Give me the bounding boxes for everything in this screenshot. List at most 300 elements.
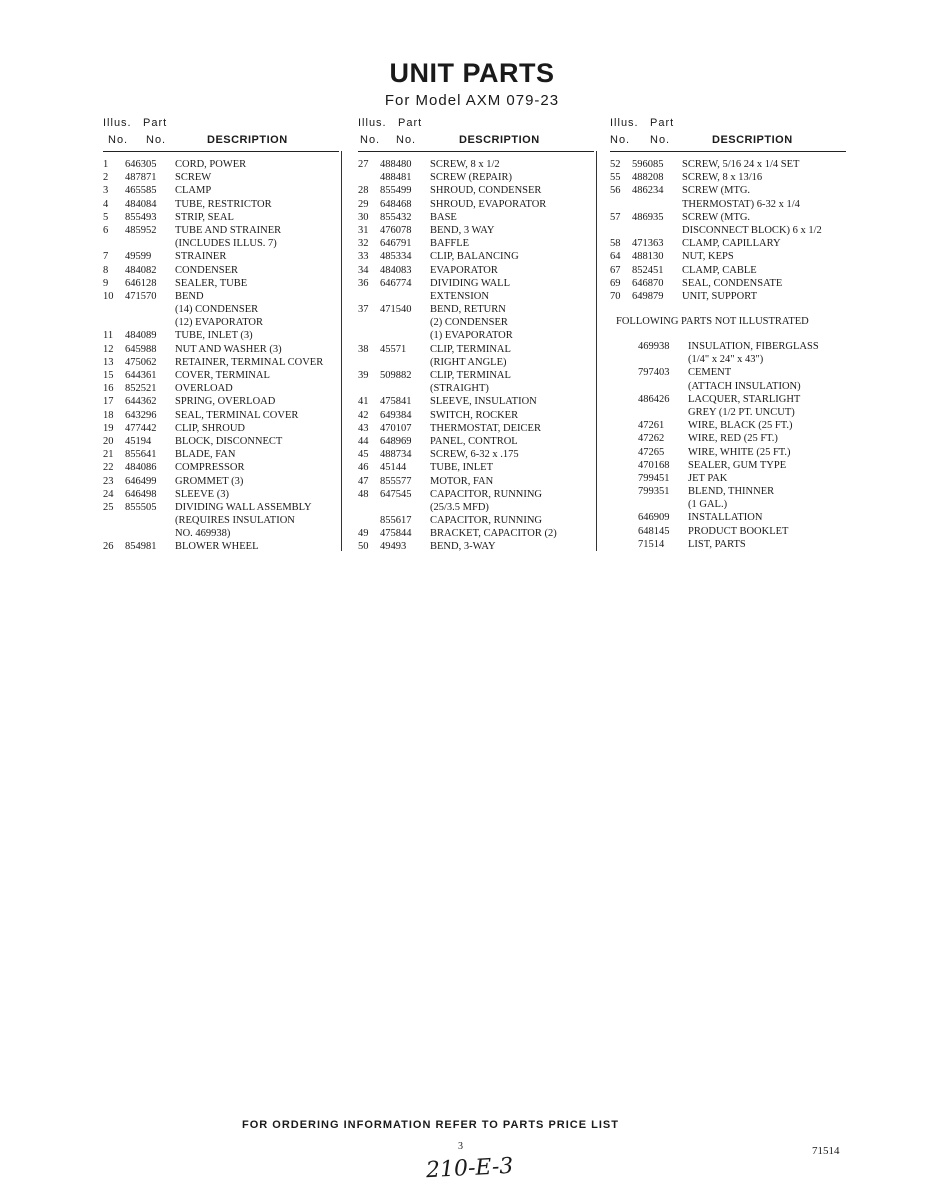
- header-illus: Illus.: [358, 117, 387, 129]
- part-description: CLIP, SHROUD: [175, 422, 246, 434]
- part-number: 648145: [638, 525, 670, 537]
- parts-row: [103, 303, 339, 316]
- header-no: No.: [650, 134, 671, 146]
- parts-row: [358, 237, 594, 250]
- part-number: 465585: [125, 185, 157, 197]
- part-description: CLAMP: [175, 185, 212, 197]
- part-description: TUBE, INLET: [430, 462, 493, 474]
- illus-number: 33: [358, 251, 369, 263]
- illus-number: 3: [103, 185, 109, 197]
- column-divider: [596, 151, 597, 551]
- column-header: [358, 117, 594, 152]
- parts-row: [358, 488, 594, 501]
- illus-number: 47: [358, 475, 369, 487]
- not-illustrated-row: [616, 353, 848, 366]
- illus-number: 70: [610, 290, 621, 302]
- parts-row: [358, 198, 594, 211]
- header-no: No.: [108, 134, 129, 146]
- parts-row: [103, 171, 339, 184]
- part-number: 647545: [380, 488, 412, 500]
- part-description: COVER, TERMINAL: [175, 370, 270, 381]
- part-number: 475841: [380, 396, 412, 408]
- part-number: 485952: [125, 224, 157, 236]
- illus-number: 67: [610, 264, 621, 276]
- part-description: SCREW, 8 x 13/16: [682, 172, 763, 184]
- part-number: 644361: [125, 370, 157, 381]
- part-description: PANEL, CONTROL: [430, 435, 518, 447]
- parts-list: [358, 152, 594, 554]
- part-number: 509882: [380, 370, 412, 381]
- parts-row: [610, 277, 846, 290]
- part-description: (RIGHT ANGLE): [430, 356, 507, 368]
- part-description: BLEND, THINNER: [688, 486, 775, 498]
- parts-row: [103, 264, 339, 277]
- column-header: [610, 117, 846, 152]
- handwritten-note: 210-E-3: [425, 1153, 514, 1184]
- header-illus: Illus.: [103, 117, 132, 129]
- parts-row: [103, 250, 339, 263]
- illus-number: 58: [610, 238, 621, 250]
- not-illustrated-row: [616, 485, 848, 498]
- illus-number: 50: [358, 541, 369, 553]
- part-number: 649384: [380, 409, 412, 421]
- part-description: SCREW (MTG.: [682, 211, 751, 223]
- page-number: 3: [458, 1141, 463, 1152]
- parts-row: [610, 264, 846, 277]
- part-number: 852521: [125, 383, 157, 395]
- header-description: DESCRIPTION: [207, 134, 288, 146]
- part-number: 484083: [380, 264, 412, 276]
- parts-row: [358, 409, 594, 422]
- illus-number: 34: [358, 264, 369, 276]
- part-number: 488481: [380, 172, 412, 184]
- illus-number: 10: [103, 290, 114, 302]
- part-number: 470168: [638, 459, 670, 471]
- parts-row: [358, 435, 594, 448]
- page-title: UNIT PARTS: [389, 58, 555, 88]
- model-subtitle: For Model AXM 079-23: [384, 92, 560, 109]
- header-part: Part: [650, 117, 675, 129]
- part-number: 485334: [380, 251, 412, 263]
- part-description: WIRE, BLACK (25 FT.): [688, 420, 793, 432]
- parts-row: [610, 290, 846, 303]
- part-number: 469938: [638, 341, 670, 352]
- parts-row: [103, 422, 339, 435]
- parts-row: [610, 158, 846, 171]
- part-description: BEND, 3 WAY: [430, 224, 495, 236]
- parts-list: [103, 152, 339, 554]
- parts-row: [610, 250, 846, 263]
- part-description: DIVIDING WALL ASSEMBLY: [175, 501, 312, 513]
- column-divider: [341, 151, 342, 551]
- parts-row: [358, 224, 594, 237]
- header-no: No.: [610, 134, 631, 146]
- parts-row: [358, 343, 594, 356]
- illus-number: 52: [610, 159, 621, 170]
- part-description: INSULATION, FIBERGLASS: [688, 341, 819, 352]
- illus-number: 55: [610, 172, 621, 184]
- part-number: 471363: [632, 238, 664, 250]
- header-part: Part: [398, 117, 423, 129]
- part-description: (1 GAL.): [688, 499, 728, 511]
- part-number: 486935: [632, 211, 664, 223]
- illus-number: 43: [358, 422, 369, 434]
- illus-number: 1: [103, 159, 109, 170]
- part-number: 487871: [125, 172, 157, 184]
- not-illustrated-row: [616, 538, 848, 551]
- part-description: (1) EVAPORATOR: [430, 330, 513, 342]
- part-number: 476078: [380, 224, 412, 236]
- part-description: COMPRESSOR: [175, 462, 245, 474]
- parts-row: [358, 514, 594, 527]
- part-number: 484082: [125, 264, 157, 276]
- parts-row: [103, 316, 339, 329]
- illus-number: 31: [358, 224, 369, 236]
- part-description: (INCLUDES ILLUS. 7): [175, 238, 277, 250]
- part-number: 855499: [380, 185, 412, 197]
- part-number: 471570: [125, 290, 157, 302]
- parts-row: [358, 329, 594, 342]
- part-description: GREY (1/2 PT. UNCUT): [688, 406, 795, 418]
- part-number: 648468: [380, 198, 412, 210]
- illus-number: 5: [103, 211, 109, 223]
- part-description: BRACKET, CAPACITOR (2): [430, 528, 557, 540]
- part-description: TUBE, RESTRICTOR: [175, 198, 272, 210]
- part-number: 645988: [125, 343, 157, 355]
- header-no: No.: [146, 134, 167, 146]
- illus-number: 49: [358, 528, 369, 540]
- header-no: No.: [396, 134, 417, 146]
- illus-number: 11: [103, 330, 114, 342]
- part-description: SCREW, 5/16 24 x 1/4 SET: [682, 159, 800, 170]
- part-number: 854981: [125, 541, 157, 553]
- parts-row: [610, 211, 846, 224]
- parts-row: [103, 343, 339, 356]
- illus-number: 44: [358, 435, 369, 447]
- illus-number: 39: [358, 370, 369, 381]
- part-description: SLEEVE (3): [175, 488, 229, 500]
- part-description: CLAMP, CABLE: [682, 264, 757, 276]
- part-description: SEALER, TUBE: [175, 277, 248, 289]
- illus-number: 22: [103, 462, 114, 474]
- part-number: 855505: [125, 501, 157, 513]
- part-number: 643296: [125, 409, 157, 421]
- not-illustrated-row: [616, 498, 848, 511]
- part-description: NO. 469938): [175, 528, 231, 540]
- part-description: WIRE, RED (25 FT.): [688, 433, 778, 445]
- parts-row: [103, 369, 339, 382]
- part-number: 477442: [125, 422, 157, 434]
- parts-row: [103, 237, 339, 250]
- part-number: 486234: [632, 185, 664, 197]
- part-number: 484086: [125, 462, 157, 474]
- part-description: SCREW (REPAIR): [430, 172, 512, 184]
- not-illustrated-list: [616, 340, 848, 551]
- part-description: CAPACITOR, RUNNING: [430, 488, 543, 500]
- part-number: 49493: [380, 541, 407, 553]
- part-number: 45571: [380, 343, 407, 355]
- illus-number: 18: [103, 409, 114, 421]
- parts-row: [610, 224, 846, 237]
- parts-row: [103, 382, 339, 395]
- parts-row: [358, 171, 594, 184]
- part-description: SCREW (MTG.: [682, 185, 751, 197]
- illus-number: 17: [103, 396, 114, 408]
- part-description: BEND: [175, 290, 204, 302]
- part-number: 475062: [125, 356, 157, 368]
- ordering-footer: FOR ORDERING INFORMATION REFER TO PARTS PRICE LIST: [242, 1119, 619, 1131]
- part-number: 47262: [638, 433, 665, 445]
- part-number: 646774: [380, 277, 412, 289]
- part-description: CLIP, BALANCING: [430, 251, 519, 263]
- part-number: 488480: [380, 159, 412, 170]
- parts-row: [103, 395, 339, 408]
- part-number: 488208: [632, 172, 664, 184]
- not-illustrated-row: [616, 459, 848, 472]
- part-description: PRODUCT BOOKLET: [688, 525, 789, 537]
- not-illustrated-row: [616, 446, 848, 459]
- part-description: BLOCK, DISCONNECT: [175, 435, 283, 447]
- illus-number: 24: [103, 488, 114, 500]
- document-number: 71514: [812, 1145, 840, 1157]
- part-description: SPRING, OVERLOAD: [175, 396, 276, 408]
- illus-number: 25: [103, 501, 114, 513]
- illus-number: 42: [358, 409, 369, 421]
- illus-number: 16: [103, 383, 114, 395]
- not-illustrated-row: [616, 472, 848, 485]
- header-no: No.: [360, 134, 381, 146]
- part-description: BLOWER WHEEL: [175, 541, 259, 553]
- parts-row: [358, 527, 594, 540]
- part-description: EVAPORATOR: [430, 264, 498, 276]
- part-description: (REQUIRES INSULATION: [175, 515, 295, 527]
- illus-number: 36: [358, 277, 369, 289]
- part-number: 47265: [638, 446, 665, 458]
- parts-row: [358, 264, 594, 277]
- illus-number: 23: [103, 475, 114, 487]
- parts-row: [358, 540, 594, 553]
- parts-row: [358, 382, 594, 395]
- not-illustrated-heading: FOLLOWING PARTS NOT ILLUSTRATED: [616, 316, 809, 327]
- part-description: OVERLOAD: [175, 383, 233, 395]
- part-description: CONDENSER: [175, 264, 239, 276]
- parts-row: [610, 198, 846, 211]
- illus-number: 69: [610, 277, 621, 289]
- part-description: THERMOSTAT) 6-32 x 1/4: [682, 198, 800, 210]
- part-description: (2) CONDENSER: [430, 317, 508, 329]
- part-description: SEALER, GUM TYPE: [688, 459, 787, 471]
- parts-row: [358, 461, 594, 474]
- parts-row: [103, 488, 339, 501]
- part-description: GROMMET (3): [175, 475, 244, 487]
- part-description: BAFFLE: [430, 238, 470, 250]
- part-description: TUBE, INLET (3): [175, 330, 253, 342]
- illus-number: 9: [103, 277, 109, 289]
- part-description: CORD, POWER: [175, 159, 247, 170]
- parts-column-1: [103, 117, 339, 554]
- part-number: 799351: [638, 486, 670, 498]
- part-number: 484089: [125, 330, 157, 342]
- parts-row: [103, 224, 339, 237]
- parts-row: [103, 540, 339, 553]
- part-description: CLAMP, CAPILLARY: [682, 238, 781, 250]
- part-description: RETAINER, TERMINAL COVER: [175, 356, 324, 368]
- illus-number: 2: [103, 172, 109, 184]
- illus-number: 28: [358, 185, 369, 197]
- part-description: CEMENT: [688, 367, 732, 379]
- part-description: NUT, KEPS: [682, 251, 734, 263]
- parts-row: [610, 237, 846, 250]
- part-number: 47261: [638, 420, 665, 432]
- part-number: 648969: [380, 435, 412, 447]
- part-number: 470107: [380, 422, 412, 434]
- parts-row: [358, 211, 594, 224]
- illus-number: 27: [358, 159, 369, 170]
- part-description: STRAINER: [175, 251, 227, 263]
- part-description: INSTALLATION: [688, 512, 763, 524]
- parts-row: [103, 514, 339, 527]
- part-number: 475844: [380, 528, 412, 540]
- part-description: BLADE, FAN: [175, 449, 236, 461]
- part-description: SHROUD, CONDENSER: [430, 185, 542, 197]
- part-number: 71514: [638, 538, 665, 550]
- parts-row: [358, 448, 594, 461]
- part-description: UNIT, SUPPORT: [682, 290, 758, 302]
- parts-column-3: [610, 117, 846, 303]
- not-illustrated-row: [616, 380, 848, 393]
- parts-row: [610, 171, 846, 184]
- illus-number: 20: [103, 435, 114, 447]
- part-number: 45194: [125, 435, 152, 447]
- part-number: 852451: [632, 264, 664, 276]
- illus-number: 15: [103, 370, 114, 381]
- not-illustrated-row: [616, 340, 848, 353]
- parts-row: [358, 290, 594, 303]
- parts-list: [610, 152, 846, 303]
- not-illustrated-row: [616, 432, 848, 445]
- part-description: MOTOR, FAN: [430, 475, 494, 487]
- parts-row: [358, 316, 594, 329]
- part-description: SLEEVE, INSULATION: [430, 396, 537, 408]
- parts-row: [103, 211, 339, 224]
- part-description: (12) EVAPORATOR: [175, 317, 263, 329]
- part-number: 488734: [380, 449, 412, 461]
- parts-row: [103, 356, 339, 369]
- illus-number: 56: [610, 185, 621, 197]
- part-number: 488130: [632, 251, 664, 263]
- part-description: SEAL, CONDENSATE: [682, 277, 783, 289]
- part-description: CLIP, TERMINAL: [430, 370, 511, 381]
- part-number: 855432: [380, 211, 412, 223]
- not-illustrated-row: [616, 419, 848, 432]
- part-number: 484084: [125, 198, 157, 210]
- illus-number: 21: [103, 449, 114, 461]
- part-description: SCREW, 6-32 x .175: [430, 449, 519, 461]
- part-number: 855617: [380, 515, 412, 527]
- parts-row: [358, 303, 594, 316]
- parts-row: [103, 461, 339, 474]
- illus-number: 4: [103, 198, 109, 210]
- part-number: 855641: [125, 449, 157, 461]
- part-description: (ATTACH INSULATION): [688, 380, 801, 392]
- parts-row: [103, 158, 339, 171]
- part-number: 855577: [380, 475, 412, 487]
- part-number: 797403: [638, 367, 670, 379]
- part-description: SHROUD, EVAPORATOR: [430, 198, 547, 210]
- illus-number: 26: [103, 541, 114, 553]
- part-description: JET PAK: [688, 472, 728, 484]
- part-description: TUBE AND STRAINER: [175, 224, 282, 236]
- part-description: STRIP, SEAL: [175, 211, 234, 223]
- part-description: SEAL, TERMINAL COVER: [175, 409, 299, 421]
- parts-row: [103, 277, 339, 290]
- part-description: CAPACITOR, RUNNING: [430, 515, 543, 527]
- part-description: SCREW, 8 x 1/2: [430, 159, 500, 170]
- column-header: [103, 117, 339, 152]
- part-description: (STRAIGHT): [430, 383, 489, 395]
- parts-row: [358, 250, 594, 263]
- part-description: DIVIDING WALL: [430, 277, 510, 289]
- part-description: SCREW: [175, 172, 212, 184]
- parts-row: [358, 395, 594, 408]
- part-description: (14) CONDENSER: [175, 304, 259, 316]
- illus-number: 19: [103, 422, 114, 434]
- part-description: DISCONNECT BLOCK) 6 x 1/2: [682, 224, 822, 236]
- parts-row: [103, 290, 339, 303]
- part-description: NUT AND WASHER (3): [175, 343, 282, 355]
- illus-number: 45: [358, 449, 369, 461]
- part-number: 646870: [632, 277, 664, 289]
- parts-row: [358, 501, 594, 514]
- part-number: 649879: [632, 290, 664, 302]
- not-illustrated-row: [616, 406, 848, 419]
- part-number: 486426: [638, 393, 670, 405]
- part-number: 646791: [380, 238, 412, 250]
- part-number: 855493: [125, 211, 157, 223]
- parts-column-2: [358, 117, 594, 554]
- illus-number: 6: [103, 224, 109, 236]
- illus-number: 64: [610, 251, 621, 263]
- illus-number: 12: [103, 343, 114, 355]
- illus-number: 37: [358, 304, 369, 316]
- part-description: THERMOSTAT, DEICER: [430, 422, 541, 434]
- part-description: WIRE, WHITE (25 FT.): [688, 446, 791, 458]
- part-description: BEND, 3-WAY: [430, 541, 496, 553]
- illus-number: 57: [610, 211, 621, 223]
- part-description: BASE: [430, 211, 457, 223]
- part-number: 646305: [125, 159, 157, 170]
- illus-number: 32: [358, 238, 369, 250]
- parts-row: [103, 198, 339, 211]
- parts-row: [103, 329, 339, 342]
- illus-number: 30: [358, 211, 369, 223]
- not-illustrated-row: [616, 525, 848, 538]
- parts-row: [610, 184, 846, 197]
- part-number: 596085: [632, 159, 664, 170]
- header-description: DESCRIPTION: [459, 134, 540, 146]
- parts-row: [103, 475, 339, 488]
- part-number: 646128: [125, 277, 157, 289]
- part-description: CLIP, TERMINAL: [430, 343, 511, 355]
- illus-number: 29: [358, 198, 369, 210]
- part-number: 799451: [638, 472, 670, 484]
- parts-row: [103, 409, 339, 422]
- parts-row: [103, 448, 339, 461]
- parts-row: [103, 527, 339, 540]
- not-illustrated-row: [616, 366, 848, 379]
- parts-row: [103, 501, 339, 514]
- parts-row: [358, 369, 594, 382]
